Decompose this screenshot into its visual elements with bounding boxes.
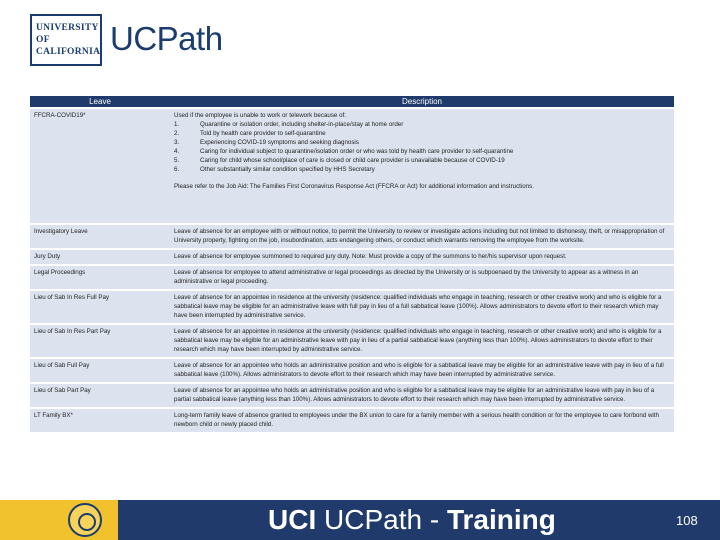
- footer-title: [268, 503, 556, 537]
- reason-number: 3.: [174, 139, 180, 146]
- reason-number: 6.: [174, 166, 180, 173]
- table-row: [30, 224, 674, 249]
- page-number: 108: [676, 513, 698, 528]
- reason-text: Quarantine or isolation order, including shelter-in-place/stay at home order: [200, 121, 404, 128]
- reason-text: Experiencing COVID-19 symptoms and seeking diagnosis: [200, 139, 359, 146]
- list-item: [174, 165, 670, 174]
- leave-name-cell: FFCRA-COVID19*: [30, 108, 170, 224]
- leave-name-cell: Jury Duty: [30, 249, 170, 265]
- table-row: [30, 265, 674, 290]
- leave-description-cell: Long-term family leave of absence granted to employees under the BX union to care for a family member with a serious health condition or for the employee to care for/bond with newborn child or newly placed child.: [170, 408, 674, 432]
- leave-description-cell: Leave of absence for an employee with or without notice, to permit the University to review or investigate actions including but not limited to dishonesty, theft, or misappropriation of University property, fighting on the job, insubordination, acts endangering others, or conduct which warrants removing the employee from the worksite.: [170, 224, 674, 249]
- list-item: [174, 129, 670, 138]
- leave-table: [30, 96, 674, 432]
- leave-name-cell: LT Family BX*: [30, 408, 170, 432]
- leave-description-cell: Leave of absence for an appointee who holds an administrative position and who is eligible for a sabbatical leave may be eligible for an administrative leave with pay in lieu of a full sabbatical leave (100%). Allows administrators to devote effort to their research which may have been interrupted by administrative service.: [170, 358, 674, 383]
- footer-dash: -: [429, 504, 440, 535]
- table-row: [30, 290, 674, 324]
- university-of-california-logo: [30, 14, 102, 66]
- table-row: [30, 383, 674, 408]
- reason-number: 2.: [174, 130, 180, 137]
- leave-name-cell: Lieu of Sab In Res Part Pay: [30, 324, 170, 358]
- table-row: [30, 358, 674, 383]
- leave-description-cell: Leave of absence for an appointee in residence at the university (residence: qualified individuals who engage in teaching, research or other creative work) and who is eligible for a sabbatical leave may be eligible for an administrative leave with full pay in lieu of a full sabbatical leave (100%). Allows administrators to devote effort to their research which may have been interrupted by administrative service.: [170, 290, 674, 324]
- reason-list: [174, 120, 670, 174]
- logo-line-3: CALIFORNIA: [36, 47, 101, 57]
- leave-name-cell: Legal Proceedings: [30, 265, 170, 290]
- footer-training: Training: [446, 504, 556, 535]
- reason-number: 5.: [174, 157, 180, 164]
- footer-ucpath: UCPath: [324, 504, 423, 535]
- leave-name-cell: Lieu of Sab Full Pay: [30, 358, 170, 383]
- leave-description-cell: [170, 108, 674, 224]
- table-row: [30, 324, 674, 358]
- reason-number: 1.: [174, 121, 180, 128]
- leave-name-cell: Investigatory Leave: [30, 224, 170, 249]
- reason-text: Other substantially similar condition specified by HHS Secretary: [200, 166, 375, 173]
- column-header-leave: Leave: [30, 96, 170, 108]
- description-text: Used if the employee is unable to work or telework because of:: [174, 112, 346, 119]
- logo-line-1: UNIVERSITY: [36, 23, 99, 33]
- reason-text: Caring for child whose school/place of care is closed or child care provider is unavailable because of COVID-19: [200, 157, 505, 164]
- table-row: [30, 108, 674, 224]
- leave-description-cell: Leave of absence for an appointee in residence at the university (residence: qualified individuals who engage in teaching, research or other creative work) and who is eligible for a sabbatical leave may be eligible for an administrative leave with pay in lieu of a partial sabbatical leave (anything less than 100%). Allows administrators to devote effort to their research which may have been interrupted by administrative service.: [170, 324, 674, 358]
- list-item: [174, 120, 670, 129]
- reason-text: Told by health care provider to self-quarantine: [200, 130, 326, 137]
- job-aid-note: Please refer to the Job Aid: The Families First Coronavirus Response Act (FFCRA or Act) for additional information and instructions.: [174, 183, 534, 190]
- list-item: [174, 147, 670, 156]
- list-item: [174, 138, 670, 147]
- leave-name-cell: Lieu of Sab Part Pay: [30, 383, 170, 408]
- leave-description-cell: Leave of absence for employee summoned to required jury duty. Note: Must provide a copy of the summons to her/his supervisor upon request.: [170, 249, 674, 265]
- leave-description-cell: Leave of absence for employee to attend administrative or legal proceedings as directed by the University or is subpoenaed by the University to appear as a witness in an administrative or legal proceeding.: [170, 265, 674, 290]
- leave-description-cell: Leave of absence for an appointee who holds an administrative position and who is eligible for a sabbatical leave may be eligible for an administrative leave with pay in lieu of a partial sabbatical leave (anything less than 100%). Allows administrators to devote effort to their research which may have been interrupted by administrative service.: [170, 383, 674, 408]
- footer-uci: UCI: [268, 504, 317, 535]
- uc-seal-icon: [68, 503, 102, 537]
- ucpath-title: UCPath: [110, 20, 223, 57]
- list-item: [174, 156, 670, 165]
- header: [0, 0, 720, 90]
- column-header-description: Description: [170, 96, 674, 108]
- reason-number: 4.: [174, 148, 180, 155]
- reason-text: Caring for individual subject to quarantine/isolation order or who was told by health care provider to self-quarantine: [200, 148, 514, 155]
- table-row: [30, 408, 674, 432]
- table-row: [30, 249, 674, 265]
- logo-line-2: OF: [36, 35, 50, 45]
- table-header-row: [30, 96, 674, 108]
- leave-name-cell: Lieu of Sab In Res Full Pay: [30, 290, 170, 324]
